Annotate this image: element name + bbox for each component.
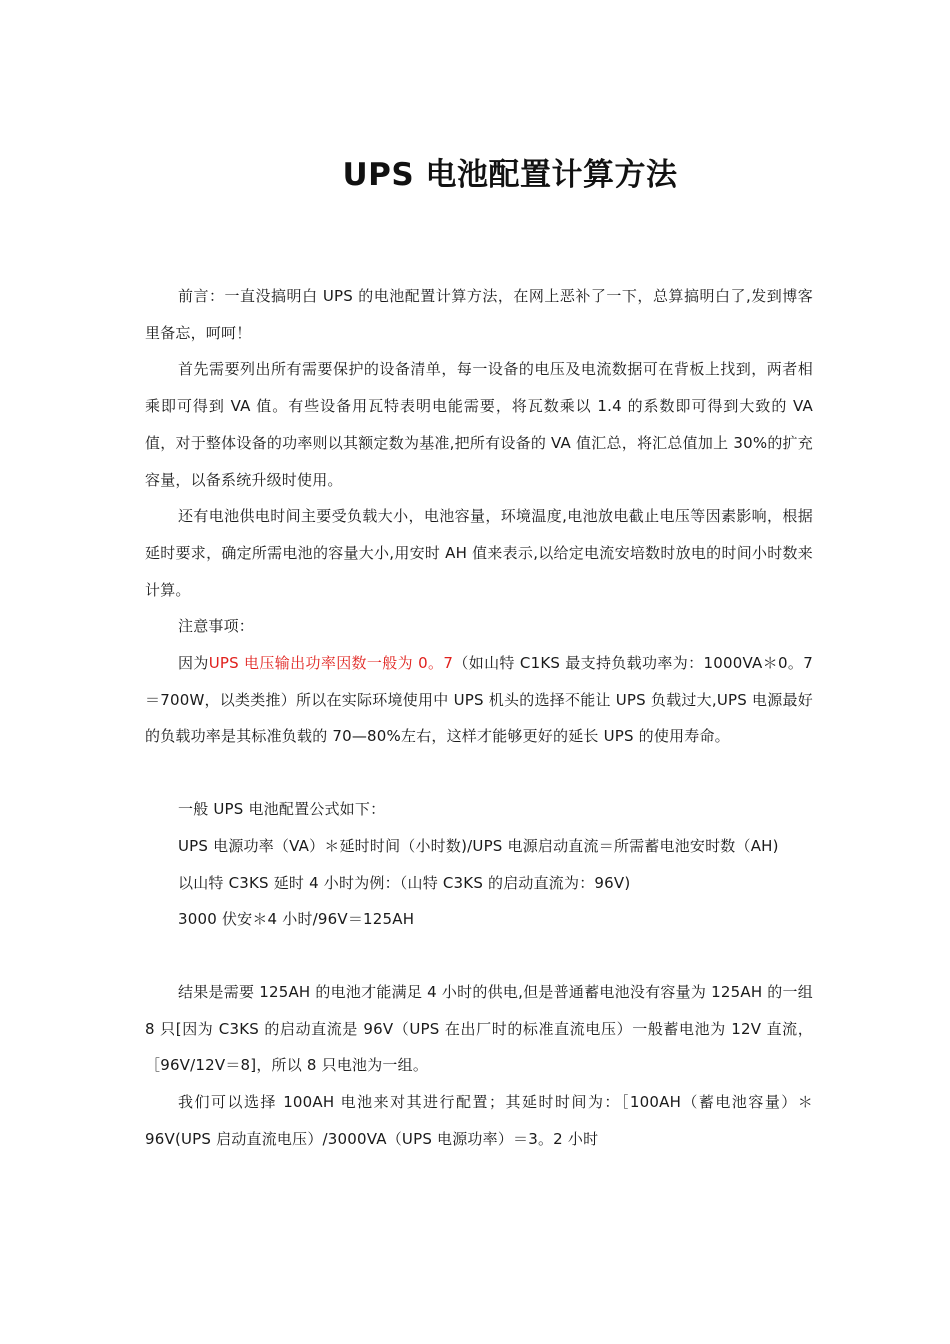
- paragraph-preface: 前言：一直没搞明白 UPS 的电池配置计算方法，在网上恶补了一下，总算搞明白了,发到博客里备忘，呵呵！: [145, 287, 813, 342]
- paragraph-alternative: 我们可以选择 100AH 电池来对其进行配置；其延时时间为：［100AH（蓄电池容量）＊96V(UPS 启动直流电压）/3000VA（UPS 电源功率）＝3。2 小时: [145, 1093, 813, 1148]
- paragraph-power-factor: [145, 645, 813, 755]
- paragraph-example-calc: 3000 伏安＊4 小时/96V＝125AH: [178, 910, 415, 929]
- power-factor-prefix: 因为: [178, 654, 209, 673]
- paragraph-notes-heading: 注意事项：: [178, 617, 255, 636]
- power-factor-highlight: UPS 电压输出功率因数一般为 0。7: [208, 654, 454, 673]
- document-body: [145, 278, 813, 1157]
- paragraph-formula: UPS 电源功率（VA）＊延时时间（小时数)/UPS 电源启动直流＝所需蓄电池安时数（AH): [178, 836, 779, 855]
- blank-line: [145, 755, 813, 791]
- document-title: UPS 电池配置计算方法: [342, 157, 678, 193]
- paragraph-device-list: 首先需要列出所有需要保护的设备清单，每一设备的电压及电流数据可在背板上找到，两者相乘即可得到 VA 值。有些设备用瓦特表明电能需要，将瓦数乘以 1.4 的系数即可得到大致的 VA 值，对于整体设备的功率则以其额定数为基准,把所有设备的 VA 值汇总，将汇总值加上 30%的扩充容量，以备系统升级时使用。: [145, 360, 813, 489]
- paragraph-example-intro: 以山特 C3KS 延时 4 小时为例：（山特 C3KS 的启动直流为：96V): [178, 873, 631, 892]
- paragraph-battery-time: 还有电池供电时间主要受负载大小，电池容量，环境温度,电池放电截止电压等因素影响，根据延时要求，确定所需电池的容量大小,用安时 AH 值来表示,以给定电流安培数时放电的时间小时数来计算。: [145, 507, 813, 599]
- blank-line: [145, 938, 813, 974]
- paragraph-formula-intro: 一般 UPS 电池配置公式如下：: [178, 800, 386, 819]
- paragraph-result: 结果是需要 125AH 的电池才能满足 4 小时的供电,但是普通蓄电池没有容量为 125AH 的一组 8 只[因为 C3KS 的启动直流是 96V（UPS 在出厂时的标准直流电压）一般蓄电池为 12V 直流，［96V/12V＝8]，所以 8 只电池为一组。: [145, 982, 813, 1075]
- power-factor-rest: （如山特 C1KS 最支持负载功率为：1000VA＊0。7＝700W，以类类推）所以在实际环境使用中 UPS 机头的选择不能让 UPS 负载过大,UPS 电源最好的负载功率是其标准负载的 70—80%左右，这样才能够更好的延长 UPS 的使用寿命。: [145, 654, 813, 746]
